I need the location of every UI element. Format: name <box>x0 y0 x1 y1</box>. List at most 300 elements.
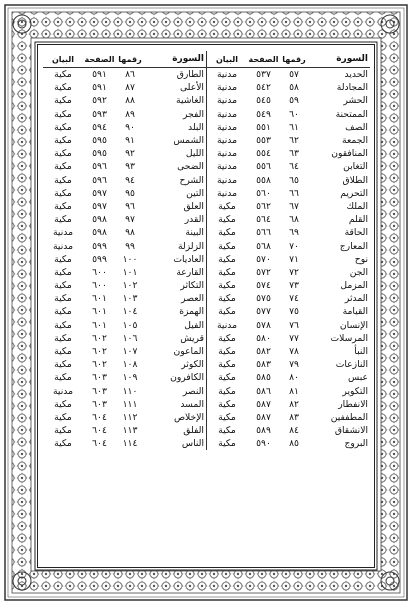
revelation-type: مكية <box>54 214 72 226</box>
page-number: ٦٠٤ <box>92 411 107 423</box>
table-row <box>43 253 206 266</box>
table-row <box>207 174 370 187</box>
surah-number: ١٠٣ <box>122 293 138 305</box>
surah-name: المرسلات <box>330 332 368 344</box>
table-row <box>43 121 206 134</box>
surah-name: الفيل <box>184 319 204 331</box>
revelation-type: مدنية <box>53 240 73 252</box>
surah-name: النازعات <box>335 359 368 371</box>
surah-name: نوح <box>354 253 368 265</box>
revelation-type: مكية <box>218 280 236 292</box>
surah-number: ٨٣ <box>289 411 299 423</box>
surah-name: الماعون <box>173 346 204 358</box>
table-row <box>207 239 370 252</box>
page-number: ٥٩٧ <box>92 200 107 212</box>
revelation-type: مكية <box>218 372 236 384</box>
surah-number: ٧٤ <box>289 293 299 305</box>
surah-name: العاديات <box>173 253 204 265</box>
revelation-type: مكية <box>218 293 236 305</box>
surah-number: ٧٧ <box>289 332 299 344</box>
surah-number: ١١٢ <box>122 411 138 423</box>
revelation-type: مكية <box>218 214 236 226</box>
revelation-type: مدنية <box>53 385 73 397</box>
surah-number: ١٠٠ <box>122 253 138 265</box>
page-number: ٥٥٦ <box>256 161 271 173</box>
surah-number: ١٠٨ <box>122 359 138 371</box>
surah-name: الحشر <box>343 95 368 107</box>
page-number: ٥٧٥ <box>256 293 271 305</box>
revelation-type: مدنية <box>217 148 237 160</box>
surah-number: ٦٩ <box>289 227 299 239</box>
revelation-type: مكية <box>218 438 236 450</box>
page-number: ٥٨٩ <box>256 425 271 437</box>
left-column-rows <box>43 68 206 450</box>
table-row <box>43 319 206 332</box>
surah-number: ٨٢ <box>289 398 299 410</box>
revelation-type: مكية <box>54 293 72 305</box>
surah-name: الكافرون <box>170 372 204 384</box>
surah-number: ٦٥ <box>289 174 299 186</box>
table-row <box>207 279 370 292</box>
table-row <box>207 358 370 371</box>
surah-name: التغابن <box>343 161 368 173</box>
table-row <box>207 398 370 411</box>
page-number: ٥٤٢ <box>256 82 271 94</box>
page-number: ٥٩٦ <box>92 161 107 173</box>
page-number: ٥٨٣ <box>256 359 271 371</box>
surah-name: الفجر <box>183 108 204 120</box>
surah-name: البلد <box>188 121 204 133</box>
table-row <box>43 147 206 160</box>
surah-name: العلق <box>183 200 204 212</box>
table-row <box>207 160 370 173</box>
page-number: ٥٥١ <box>256 121 271 133</box>
revelation-type: مكية <box>54 359 72 371</box>
revelation-type: مكية <box>54 148 72 160</box>
page-number: ٦٠٢ <box>92 346 107 358</box>
page-number: ٦٠٢ <box>92 359 107 371</box>
page-number: ٥٩٥ <box>92 135 107 147</box>
surah-index-table <box>44 51 370 450</box>
surah-name: النصر <box>182 385 204 397</box>
header-type: البيان <box>215 54 239 64</box>
surah-name: العصر <box>181 293 204 305</box>
surah-number: ٧٨ <box>289 346 299 358</box>
surah-number: ٨٨ <box>125 95 135 107</box>
page-number: ٥٩٦ <box>92 174 107 186</box>
table-row <box>207 292 370 305</box>
revelation-type: مكية <box>218 266 236 278</box>
header-number: رقمها <box>118 54 142 64</box>
surah-number: ٩١ <box>125 135 135 147</box>
table-row <box>43 108 206 121</box>
surah-number: ٦٨ <box>289 214 299 226</box>
surah-number: ٧١ <box>289 253 299 265</box>
table-row <box>207 81 370 94</box>
surah-number: ٩٢ <box>125 148 135 160</box>
page-number: ٥٩٣ <box>92 108 107 120</box>
revelation-type: مكية <box>218 359 236 371</box>
header-page: الصفحة <box>248 54 279 64</box>
revelation-type: مكية <box>54 280 72 292</box>
table-row <box>43 292 206 305</box>
page-number: ٥٦٤ <box>256 214 271 226</box>
surah-name: الانفطار <box>338 398 368 410</box>
surah-number: ٦٣ <box>289 148 299 160</box>
table-row <box>43 411 206 424</box>
page-number: ٥٩٩ <box>92 240 107 252</box>
table-row <box>43 200 206 213</box>
revelation-type: مدنية <box>217 69 237 81</box>
revelation-type: مكية <box>54 253 72 265</box>
surah-name: المعارج <box>339 240 368 252</box>
surah-number: ٩٨ <box>125 227 135 239</box>
page-number: ٥٦٢ <box>256 200 271 212</box>
header-surah: السورة <box>172 54 204 64</box>
page-number: ٥٨٧ <box>256 411 271 423</box>
surah-number: ٦٤ <box>289 161 299 173</box>
table-row <box>207 200 370 213</box>
header-surah: السورة <box>336 54 368 64</box>
revelation-type: مكية <box>218 346 236 358</box>
header-page: الصفحة <box>84 54 115 64</box>
surah-name: قريش <box>180 332 204 344</box>
surah-name: التحريم <box>340 187 368 199</box>
page-number: ٦٠٤ <box>92 438 107 450</box>
table-row <box>207 266 370 279</box>
surah-name: الملك <box>346 200 368 212</box>
table-row <box>207 345 370 358</box>
revelation-type: مكية <box>54 411 72 423</box>
surah-name: المزمل <box>340 280 368 292</box>
table-row <box>43 437 206 450</box>
page-number: ٥٨٢ <box>256 346 271 358</box>
revelation-type: مدنية <box>217 161 237 173</box>
page-number: ٥٩٠ <box>256 438 271 450</box>
page-number: ٥٩١ <box>92 69 107 81</box>
table-row <box>43 81 206 94</box>
ornamental-border <box>4 4 408 601</box>
revelation-type: مدنية <box>217 135 237 147</box>
surah-number: ٦٠ <box>289 108 299 120</box>
revelation-type: مكية <box>218 332 236 344</box>
page-number: ٥٨٠ <box>256 332 271 344</box>
surah-name: الأعلى <box>180 82 204 94</box>
page-number: ٦٠٤ <box>92 425 107 437</box>
page-number: ٦٠٢ <box>92 332 107 344</box>
surah-number: ٦٢ <box>289 135 299 147</box>
surah-number: ١٠٥ <box>122 319 138 331</box>
table-row <box>207 121 370 134</box>
surah-name: التكاثر <box>180 280 204 292</box>
revelation-type: مكية <box>218 227 236 239</box>
surah-name: المسد <box>180 398 204 410</box>
page-number: ٦٠١ <box>92 306 107 318</box>
revelation-type: مكية <box>218 411 236 423</box>
table-row <box>207 385 370 398</box>
table-row <box>207 213 370 226</box>
page-number: ٥٥٤ <box>256 148 271 160</box>
right-column-header <box>207 51 370 68</box>
page-number: ٥٧٢ <box>256 266 271 278</box>
table-row <box>43 68 206 81</box>
surah-number: ١٠٧ <box>122 346 138 358</box>
surah-name: القيامة <box>342 306 368 318</box>
table-row <box>207 437 370 450</box>
surah-name: التكوير <box>342 385 368 397</box>
surah-number: ٨٥ <box>289 438 299 450</box>
surah-name: البينة <box>185 227 204 239</box>
page-number: ٥٨٥ <box>256 372 271 384</box>
surah-number: ٨٦ <box>125 69 135 81</box>
surah-name: عبس <box>348 372 368 384</box>
page-number: ٦٠٣ <box>92 385 107 397</box>
surah-name: الطلاق <box>342 174 368 186</box>
table-row <box>43 213 206 226</box>
surah-number: ٨٧ <box>125 82 135 94</box>
page-number: ٦٠٣ <box>92 372 107 384</box>
table-row <box>207 108 370 121</box>
table-row <box>43 398 206 411</box>
page-number: ٥٧٨ <box>256 319 271 331</box>
revelation-type: مكية <box>54 306 72 318</box>
header-type: البيان <box>51 54 75 64</box>
surah-name: الغاشية <box>176 95 204 107</box>
surah-name: القارعة <box>176 266 204 278</box>
table-row <box>43 160 206 173</box>
page-number: ٥٣٧ <box>256 69 271 81</box>
page-number: ٥٤٩ <box>256 108 271 120</box>
surah-name: المدثر <box>344 293 368 305</box>
surah-number: ٥٧ <box>289 69 299 81</box>
surah-name: الحديد <box>344 69 368 81</box>
table-row <box>207 319 370 332</box>
page-number: ٥٩٨ <box>92 214 107 226</box>
surah-number: ٩٥ <box>125 187 135 199</box>
surah-number: ٧٣ <box>289 280 299 292</box>
table-row <box>43 174 206 187</box>
surah-number: ٧٩ <box>289 359 299 371</box>
table-row <box>207 147 370 160</box>
surah-number: ٦٦ <box>289 187 299 199</box>
page-number: ٥٩٩ <box>92 253 107 265</box>
revelation-type: مدنية <box>217 174 237 186</box>
revelation-type: مكية <box>218 200 236 212</box>
surah-name: التين <box>186 187 204 199</box>
page-number: ٥٥٣ <box>256 135 271 147</box>
table-row <box>207 332 370 345</box>
page-number: ٥٩٤ <box>92 121 107 133</box>
revelation-type: مكية <box>54 332 72 344</box>
page-number: ٥٩٥ <box>92 148 107 160</box>
surah-name: الجمعة <box>342 135 368 147</box>
right-column <box>206 51 370 450</box>
table-row <box>43 305 206 318</box>
revelation-type: مكية <box>218 398 236 410</box>
table-row <box>43 424 206 437</box>
surah-number: ٩٣ <box>125 161 135 173</box>
surah-number: ١١١ <box>122 398 138 410</box>
page-number: ٦٠١ <box>92 293 107 305</box>
surah-name: الصف <box>345 121 368 133</box>
revelation-type: مكية <box>54 425 72 437</box>
revelation-type: مكية <box>54 108 72 120</box>
surah-number: ٦١ <box>289 121 299 133</box>
surah-number: ٨١ <box>289 385 299 397</box>
table-row <box>207 411 370 424</box>
surah-name: الزلزلة <box>177 240 204 252</box>
table-row <box>43 371 206 384</box>
revelation-type: مدنية <box>217 121 237 133</box>
page-number: ٥٦٨ <box>256 240 271 252</box>
table-row <box>43 385 206 398</box>
table-row <box>43 134 206 147</box>
surah-name: الناس <box>181 438 204 450</box>
surah-name: النبأ <box>354 346 368 358</box>
table-row <box>207 424 370 437</box>
page-number: ٥٨٧ <box>256 398 271 410</box>
surah-name: الليل <box>185 148 204 160</box>
surah-name: المنافقون <box>331 148 368 160</box>
table-row <box>207 305 370 318</box>
surah-name: الجن <box>349 266 368 278</box>
surah-name: المجادلة <box>336 82 368 94</box>
surah-number: ٦٧ <box>289 200 299 212</box>
table-row <box>43 226 206 239</box>
header-number: رقمها <box>282 54 306 64</box>
surah-number: ١٠٢ <box>122 280 138 292</box>
table-row <box>207 253 370 266</box>
revelation-type: مكية <box>54 372 72 384</box>
table-row <box>43 187 206 200</box>
revelation-type: مكية <box>54 187 72 199</box>
surah-name: القلم <box>348 214 368 226</box>
surah-number: ٧٦ <box>289 319 299 331</box>
surah-number: ١١٤ <box>122 438 138 450</box>
revelation-type: مكية <box>54 95 72 107</box>
left-column <box>43 51 206 450</box>
revelation-type: مكية <box>54 346 72 358</box>
surah-name: الكوثر <box>181 359 204 371</box>
table-row <box>43 332 206 345</box>
revelation-type: مكية <box>54 135 72 147</box>
surah-name: الشمس <box>173 135 204 147</box>
revelation-type: مكية <box>54 174 72 186</box>
surah-number: ١١٣ <box>122 425 138 437</box>
surah-name: الحاقة <box>344 227 368 239</box>
surah-name: الممتحنة <box>335 108 368 120</box>
table-row <box>43 266 206 279</box>
surah-number: ١٠٦ <box>122 332 138 344</box>
revelation-type: مكية <box>54 161 72 173</box>
page-number: ٥٨٦ <box>256 385 271 397</box>
revelation-type: مكية <box>54 319 72 331</box>
table-row <box>43 94 206 107</box>
revelation-type: مكية <box>54 82 72 94</box>
revelation-type: مكية <box>54 200 72 212</box>
surah-number: ١١٠ <box>122 385 138 397</box>
surah-number: ٩٧ <box>125 214 135 226</box>
surah-number: ٩٦ <box>125 200 135 212</box>
table-row <box>207 134 370 147</box>
page-number: ٥٩٧ <box>92 187 107 199</box>
surah-name: الفلق <box>183 425 204 437</box>
table-row <box>207 187 370 200</box>
surah-number: ٧٢ <box>289 266 299 278</box>
table-row <box>43 358 206 371</box>
surah-name: الإخلاص <box>173 411 204 423</box>
table-row <box>43 239 206 252</box>
right-column-rows <box>207 68 370 450</box>
surah-number: ٥٨ <box>289 82 299 94</box>
surah-name: الهمزة <box>179 306 204 318</box>
left-column-header <box>43 51 206 68</box>
page-number: ٥٥٨ <box>256 174 271 186</box>
revelation-type: مكية <box>54 398 72 410</box>
surah-number: ٨٤ <box>289 425 299 437</box>
revelation-type: مدنية <box>217 187 237 199</box>
page-number: ٥٦٦ <box>256 227 271 239</box>
revelation-type: مكية <box>218 240 236 252</box>
revelation-type: مدنية <box>217 82 237 94</box>
revelation-type: مكية <box>218 306 236 318</box>
page-number: ٥٩١ <box>92 82 107 94</box>
revelation-type: مدنية <box>217 319 237 331</box>
revelation-type: مكية <box>54 438 72 450</box>
surah-number: ١٠٩ <box>122 372 138 384</box>
table-row <box>207 68 370 81</box>
surah-number: ١٠٤ <box>122 306 138 318</box>
revelation-type: مكية <box>218 385 236 397</box>
page-number: ٦٠١ <box>92 319 107 331</box>
table-row <box>207 226 370 239</box>
surah-name: الانشقاق <box>334 425 368 437</box>
surah-name: المطففين <box>330 411 368 423</box>
surah-number: ٨٩ <box>125 108 135 120</box>
surah-name: الإنسان <box>339 319 368 331</box>
page-number: ٥٦٠ <box>256 187 271 199</box>
surah-name: البروج <box>344 438 368 450</box>
revelation-type: مدنية <box>217 108 237 120</box>
surah-number: ٥٩ <box>289 95 299 107</box>
surah-number: ٨٠ <box>289 372 299 384</box>
surah-number: ١٠١ <box>122 266 138 278</box>
table-row <box>207 371 370 384</box>
surah-number: ٩٩ <box>125 240 135 252</box>
revelation-type: مكية <box>218 253 236 265</box>
page-number: ٦٠٠ <box>92 280 107 292</box>
page-number: ٥٩٨ <box>92 227 107 239</box>
page-number: ٦٠٠ <box>92 266 107 278</box>
surah-number: ٧٥ <box>289 306 299 318</box>
revelation-type: مدنية <box>53 227 73 239</box>
page-number: ٥٩٢ <box>92 95 107 107</box>
table-row <box>43 279 206 292</box>
page-number: ٥٧٠ <box>256 253 271 265</box>
surah-number: ٩٤ <box>125 174 135 186</box>
page-number: ٥٤٥ <box>256 95 271 107</box>
surah-name: الشرح <box>179 174 204 186</box>
surah-number: ٩٠ <box>125 121 135 133</box>
revelation-type: مكية <box>54 266 72 278</box>
surah-name: الضحى <box>177 161 204 173</box>
surah-name: الطارق <box>176 69 204 81</box>
page-number: ٥٧٤ <box>256 280 271 292</box>
revelation-type: مدنية <box>217 95 237 107</box>
surah-number: ٧٠ <box>289 240 299 252</box>
table-row <box>207 94 370 107</box>
table-row <box>43 345 206 358</box>
